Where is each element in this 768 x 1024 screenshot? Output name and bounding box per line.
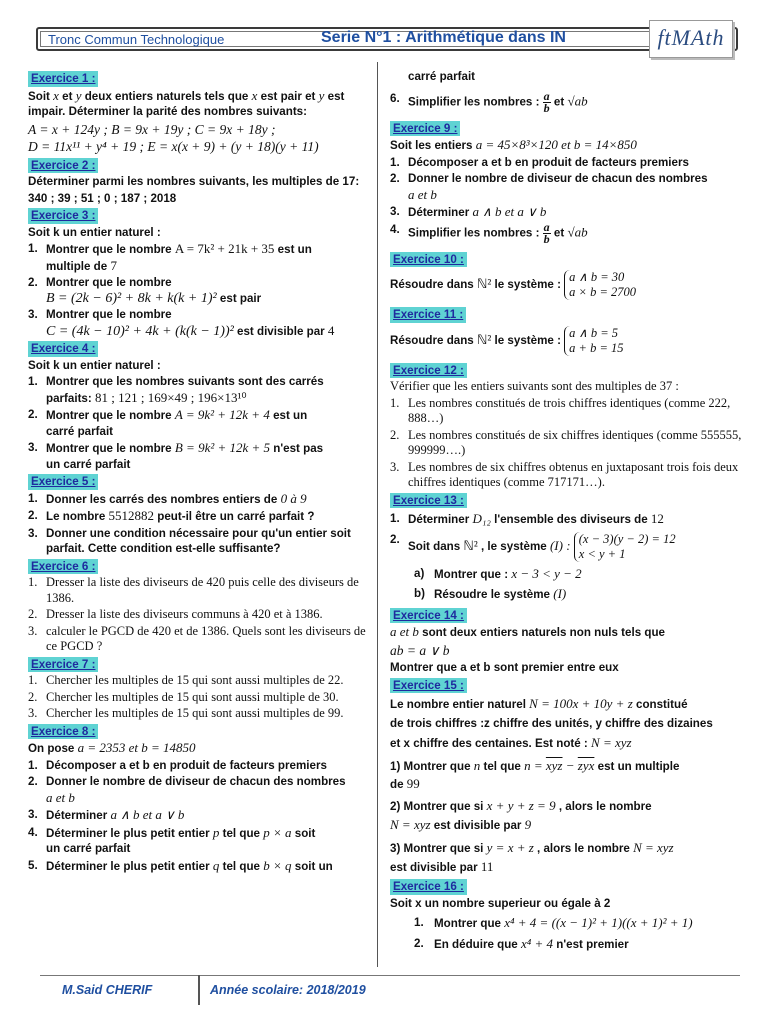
ex3-i1c: multiple de: [46, 259, 108, 273]
ex13-a-text: Montrer que :: [434, 567, 509, 581]
ex16-item-1: 1. Montrer que x⁴ + 4 = ((x − 1)² + 1)((x + 1)² + 1): [414, 915, 693, 930]
ex1-y: y: [75, 87, 82, 103]
ex15-q2N: N = xyz: [390, 817, 431, 832]
footer-separator: [198, 975, 200, 1005]
ex10-text2: le système :: [494, 278, 561, 292]
ex3-intro: Soit k un entier naturel :: [28, 225, 161, 239]
ex13-eq1: (x − 3)(y − 2) = 12: [578, 531, 676, 546]
exercise-4-label: Exercice 4 :: [28, 341, 98, 357]
ex1-t4: est pair et: [260, 89, 316, 103]
ex2-list: 340 ; 39 ; 51 ; 0 ; 187 ; 2018: [28, 191, 177, 205]
ex15-q2: [390, 797, 742, 835]
ex10-eq2: a × b = 2700: [569, 285, 637, 299]
ex15-q2c: est divisible par: [433, 819, 522, 832]
ex5-i2a: Le nombre: [46, 510, 106, 523]
ex9-item-3: 3. Déterminer a ∧ b et a ∨ b: [390, 204, 547, 219]
ex4-i3c: un carré parfait: [46, 457, 131, 471]
ex9-i1: Décomposer a et b en produit de facteurs premiers: [408, 155, 689, 169]
ex8-i4p: p: [212, 824, 220, 840]
ex14-l1b: sont deux entiers naturels non nuls tels que: [422, 626, 665, 639]
ex10-text: Résoudre dans: [390, 278, 474, 292]
ex15-statement: [390, 694, 742, 753]
ex15-q1d: de: [390, 778, 404, 791]
ex15-q3: [390, 839, 742, 877]
ex11-eq1: a ∧ b = 5: [569, 325, 619, 340]
ex12-item-3: 3. Les nombres de six chiffres obtenus en juxtaposant trois fois deux chiffres identiques (comme 717171…).: [390, 460, 742, 491]
ex13-b-label: (I): [553, 586, 567, 601]
ex4-i3b: n'est pas: [273, 442, 324, 455]
exercise-2: [28, 157, 372, 207]
exercise-8-label: Exercice 8 :: [28, 724, 98, 740]
ex8-i3-formula: a ∧ b et a ∨ b: [110, 807, 185, 822]
ex5-i3: Donner une condition nécessaire pour qu'un entier soit parfait. Cette condition est-elle suffisante?: [46, 526, 351, 555]
series-title: Serie N°1 : Arithmétique dans IN: [321, 29, 566, 46]
ex15-q1-zyx: $\overline{zyx}$: [577, 758, 595, 773]
ex8-i6-et: et: [553, 95, 565, 109]
ex12-intro: Vérifier que les entiers suivants sont des multiples de 37 :: [390, 379, 679, 393]
exercise-3: [28, 207, 372, 339]
logo: [649, 20, 733, 58]
ex13-eq2: x < y + 1: [578, 546, 626, 561]
ex14-formula: ab = a ∨ b: [390, 642, 450, 658]
ex9-item-4: 4. Simplifier les nombres : $\frac{a}{b}$ et √ab: [390, 219, 588, 246]
ex9-frac-den: b: [543, 231, 550, 246]
ex9-i4-et: et: [553, 226, 565, 240]
ex15-q3n: 11: [480, 859, 494, 874]
exercise-5-label: Exercice 5 :: [28, 474, 98, 490]
ex3-i2-formula: B = (2k − 6)² + 8k + k(k + 1)²: [46, 290, 217, 306]
exercise-11: [390, 306, 742, 356]
ex11-set: ℕ²: [477, 331, 492, 347]
exercise-13: [390, 492, 742, 603]
ex5-i1-range: 0 à 9: [280, 490, 307, 506]
ex6-i3: calculer le PGCD de 420 et de 1386. Quels sont les diviseurs de ce PGCD ?: [46, 623, 366, 653]
ex8-i4b: tel que: [222, 826, 260, 840]
ex11-text2: le système :: [494, 333, 561, 347]
ex5-item-3: 3. Donner une condition nécessaire pour qu'un entier soit parfait. Cette condition est-elle suffisante?: [28, 526, 372, 557]
ex4-item-2: 2. Montrer que le nombre A = 9k² + 12k + 4 est un carré parfait: [28, 407, 308, 438]
ex7-item-3: 3. Chercher les multiples de 15 qui sont aussi multiples de 99.: [28, 706, 344, 720]
ex4-i2b: est un: [273, 409, 308, 422]
ex5-item-1: 1. Donner les carrés des nombres entiers de 0 à 9: [28, 490, 307, 506]
ex8-i4-formula: p × a: [263, 824, 292, 840]
ex13-i2-label: (I) :: [549, 537, 571, 553]
ex3-i1n: 7: [110, 257, 117, 273]
ex1-t2: et: [62, 89, 73, 103]
exercise-3-label: Exercice 3 :: [28, 208, 98, 224]
ex16-i2a: En déduire que: [434, 937, 518, 951]
exercise-9-label: Exercice 9 :: [390, 121, 460, 137]
exercise-16-label: Exercice 16 :: [390, 879, 467, 895]
ex15-q1-xyz: $\overline{xyz}$: [545, 758, 563, 773]
ex13-i1n: 12: [650, 511, 664, 526]
ex8-i4c: soit: [294, 826, 316, 840]
ex13-a-formula: x − 3 < y − 2: [511, 565, 582, 581]
ex9-i2a: Donner le nombre de diviseur de chacun des nombres: [408, 172, 708, 185]
ex8-item-5: 5. Déterminer le plus petit entier q tel que b × q soit un: [28, 857, 333, 873]
ex1-t3: deux entiers naturels tels que: [84, 89, 249, 103]
ex7-i1: Chercher les multiples de 15 qui sont aussi multiples de 22.: [46, 673, 344, 687]
ex13-b-text: Résoudre le système: [434, 588, 550, 601]
right-column: [390, 70, 742, 956]
ex13-i1a: Déterminer: [408, 513, 470, 526]
ex3-i3n: 4: [327, 322, 335, 338]
ex8-intro-text: On pose: [28, 742, 75, 755]
exercise-12-label: Exercice 12 :: [390, 363, 467, 379]
ex16-i1-formula: x⁴ + 4 = ((x − 1)² + 1)((x + 1)² + 1): [504, 915, 693, 930]
exercise-2-label: Exercice 2 :: [28, 158, 98, 174]
ex4-i1a: Montrer que les nombres suivants sont des carrés: [46, 375, 324, 388]
ex2-text: Déterminer parmi les nombres suivants, les multiples de 17:: [28, 175, 360, 188]
page-header: [36, 27, 738, 51]
ex1-formula-2: D = 11x¹¹ + y⁴ + 19 ; E = x(x + 9) + (y + 18)(y + 11): [28, 139, 319, 154]
ex11-system: [564, 326, 623, 356]
ex8-i5c: soit un: [294, 859, 333, 873]
ex8-i6: Simplifier les nombres :: [408, 95, 540, 109]
ex7-item-1: 1. Chercher les multiples de 15 qui sont aussi multiples de 22.: [28, 673, 344, 687]
ex11-statement: [390, 326, 742, 356]
ex9-frac-num: a: [543, 219, 550, 234]
ex1-x: x: [53, 87, 59, 103]
ex8-item-2: 2. Donner le nombre de diviseur de chacun des nombres a et b: [28, 775, 346, 805]
ex13-sub-a: a) Montrer que : x − 3 < y − 2: [414, 565, 582, 581]
ex14-line-3: Montrer que a et b sont premier entre eux: [390, 661, 619, 674]
ex9-intro: [390, 137, 742, 154]
ex14-ab: a et b: [390, 624, 419, 639]
ex1-t5: est impair. Déterminer la parité des nombres suivants:: [28, 89, 345, 118]
ex15-q3b: , alors le nombre: [537, 842, 630, 855]
ex9-i3: Déterminer: [408, 206, 470, 219]
ex15-q2b: , alors le nombre: [558, 800, 652, 813]
ex9-i4-root: √ab: [567, 224, 588, 240]
ex8-i5a: Déterminer le plus petit entier: [46, 859, 210, 873]
ex16-i2b: n'est premier: [556, 937, 629, 951]
ex8-frac-den: b: [543, 100, 550, 115]
ex4-i3-formula: B = 9k² + 12k + 5: [174, 440, 271, 455]
ex8-i4a: Déterminer le plus petit entier: [46, 826, 210, 840]
ex3-i1b: est un: [277, 243, 312, 256]
ex13-system: [574, 532, 676, 562]
ex9-item-2: 2. Donner le nombre de diviseur de chacun des nombres a et b: [390, 172, 708, 202]
ex15-q3a: 3) Montrer que si: [390, 842, 484, 855]
ex13-i2-set: ℕ²: [463, 537, 478, 553]
exercise-6: [28, 558, 372, 655]
ex8-frac-num: a: [543, 88, 550, 103]
ex9-intro-text: Soit les entiers: [390, 139, 473, 152]
exercise-10-label: Exercice 10 :: [390, 252, 467, 268]
ex15-q1c: est un multiple: [597, 760, 680, 773]
ex9-item-1: 1. Décomposer a et b en produit de facteurs premiers: [390, 155, 689, 169]
ex15-q3c: est divisible par: [390, 861, 478, 874]
ex12-i2: Les nombres constitués de six chiffres identiques (comme 555555, 999999….): [408, 427, 742, 457]
ex12-item-2: 2. Les nombres constitués de six chiffres identiques (comme 555555, 999999….): [390, 427, 742, 457]
ex4-item-1: 1. Montrer que les nombres suivants sont des carrés parfaits: 81 ; 121 ; 169×49 ; 196×13¹⁰: [28, 375, 324, 405]
exercise-6-label: Exercice 6 :: [28, 559, 98, 575]
exercise-12: [390, 362, 742, 491]
ex7-item-2: 2. Chercher les multiples de 15 qui sont aussi multiple de 30.: [28, 689, 339, 704]
ex10-statement: [390, 270, 742, 300]
ex1-y2: y: [318, 87, 325, 103]
ex8-i6-root: √ab: [567, 93, 588, 109]
ex15-l2: de trois chiffres :z chiffre des unités, y chiffre des dizaines: [390, 717, 713, 730]
ex15-q2-formula: x + y + z = 9: [486, 798, 556, 813]
exercise-15-label: Exercice 15 :: [390, 678, 467, 694]
exercise-10: [390, 251, 742, 301]
ex9-fraction: [543, 219, 551, 246]
ex10-eq1: a ∧ b = 30: [569, 270, 625, 284]
ex5-i1a: Donner les carrés des nombres entiers de: [46, 492, 278, 506]
ex9-i3-formula: a ∧ b et a ∨ b: [472, 204, 547, 219]
left-column: [28, 70, 372, 875]
ex12-item-1: 1. Les nombres constitués de trois chiffres identiques (comme 222, 888…): [390, 396, 742, 427]
exercise-1: [28, 70, 372, 155]
ex3-i3a: Montrer que le nombre: [46, 308, 172, 321]
ex15-q3-formula: y = x + z: [486, 840, 534, 855]
exercise-4: [28, 340, 372, 472]
ex15-q1-formula: [524, 758, 594, 773]
ex8-item-6: 6. Simplifier les nombres : $\frac{a}{b}$ et √ab: [390, 88, 588, 115]
ex4-i2a: Montrer que le nombre: [46, 409, 172, 422]
exercise-14-label: Exercice 14 :: [390, 608, 467, 624]
ex12-i3: Les nombres de six chiffres obtenus en juxtaposant trois fois deux chiffres identiques (comme 717171…).: [408, 459, 739, 489]
ex8-i3: Déterminer: [46, 809, 108, 822]
exercise-15: [390, 677, 742, 878]
ex8-i2a: Donner le nombre de diviseur de chacun des nombres: [46, 775, 346, 788]
ex1-statement: [28, 88, 372, 120]
ex5-i2n: 5512882: [108, 508, 154, 523]
ex13-item-2: 2. Soit dans ℕ² , le système (I) : (x − 3)(y − 2) = 12 x < y + 1: [390, 531, 676, 561]
ex4-i3a: Montrer que le nombre: [46, 442, 172, 455]
ex8-i4d: un carré parfait: [46, 842, 131, 855]
ex6-item-1: 1. Dresser la liste des diviseurs de 420 puis celle des diviseurs de 1386.: [28, 575, 372, 606]
ex15-l1a: Le nombre entier naturel: [390, 698, 526, 711]
ex6-i1: Dresser la liste des diviseurs de 420 puis celle des diviseurs de 1386.: [46, 575, 359, 605]
ex3-item-3: 3. Montrer que le nombre C = (4k − 10)² + 4k + (k(k − 1))² est divisible par 4: [28, 308, 335, 339]
footer-rule: [40, 975, 740, 976]
ex4-i1-list: 81 ; 121 ; 169×49 ; 196×13¹⁰: [94, 389, 247, 405]
ex9-i2b: a et b: [408, 186, 437, 202]
exercise-9: [390, 120, 742, 245]
ex4-item-3: 3. Montrer que le nombre B = 9k² + 12k + 5 n'est pas un carré parfait: [28, 440, 324, 471]
exercise-7-label: Exercice 7 :: [28, 657, 98, 673]
ex15-q1n: n: [473, 758, 481, 773]
ex1-formula-1: A = x + 124y ; B = 9x + 19y ; C = 9x + 18y ;: [28, 121, 276, 137]
exercise-16: [390, 878, 742, 952]
ex8-i5b: tel que: [222, 859, 260, 873]
ex15-q1a: 1) Montrer que: [390, 760, 471, 773]
ex15-l1b: constitué: [636, 698, 688, 711]
ex15-q1: [390, 757, 742, 793]
ex14-line-1: [390, 624, 742, 641]
ex4-intro: Soit k un entier naturel :: [28, 358, 161, 372]
ex8-i2b: a et b: [46, 789, 75, 805]
track-label: Tronc Commun Technologique: [48, 32, 225, 47]
ex15-q3N: N = xyz: [633, 840, 674, 855]
ex1-t1: Soit: [28, 89, 50, 103]
ex6-item-3: 3. calculer le PGCD de 420 et de 1386. Quels sont les diviseurs de ce PGCD ?: [28, 624, 372, 655]
ex15-q2a: 2) Montrer que si: [390, 800, 484, 813]
exercise-11-label: Exercice 11 :: [390, 307, 466, 323]
ex13-i2b: , le système: [480, 539, 547, 553]
ex16-item-2: 2. En déduire que x⁴ + 4 n'est premier: [414, 935, 629, 951]
ex4-i2-formula: A = 9k² + 12k + 4: [174, 407, 270, 422]
ex10-set: ℕ²: [477, 276, 492, 292]
ex3-i3b: est divisible par: [237, 324, 325, 338]
ex11-text: Résoudre dans: [390, 333, 474, 347]
ex7-i3: Chercher les multiples de 15 qui sont aussi multiples de 99.: [46, 706, 344, 720]
exercise-7: [28, 656, 372, 722]
ex15-q1b: tel que: [483, 760, 521, 773]
ex15-q2n: 9: [524, 817, 532, 832]
ex3-i1a: Montrer que le nombre: [46, 243, 172, 256]
ex5-item-2: 2. Le nombre 5512882 peut-il être un carré parfait ?: [28, 508, 315, 523]
ex7-i2: Chercher les multiples de 15 qui sont aussi multiple de 30.: [46, 689, 339, 704]
ex16-i2-formula: x⁴ + 4: [520, 935, 554, 951]
ex8-item-3: 3. Déterminer a ∧ b et a ∨ b: [28, 807, 185, 822]
exercise-5: [28, 473, 372, 557]
ex8-i5q: q: [212, 857, 220, 873]
ex3-i1-formula: A = 7k² + 21k + 35: [174, 241, 275, 256]
ex3-item-1: 1. Montrer que le nombre A = 7k² + 21k + 35 est un multiple de 7: [28, 241, 312, 273]
ex10-system: [564, 270, 636, 300]
ex13-i2a: Soit dans: [408, 539, 461, 553]
ex16-intro: Soit x un nombre superieur ou égale à 2: [390, 896, 611, 910]
column-divider: [377, 62, 378, 967]
school-year: Année scolaire: 2018/2019: [210, 983, 366, 997]
ex13-item-1: 1. Déterminer D₁₂ l'ensemble des diviseurs de 12: [390, 511, 664, 526]
ex3-i2b: est pair: [219, 291, 262, 305]
ex4-i1b: parfaits:: [46, 391, 92, 405]
exercise-14: [390, 607, 742, 676]
ex4-i2c: carré parfait: [46, 424, 114, 438]
ex5-i2b: peut-il être un carré parfait ?: [157, 510, 315, 523]
ex15-notation: N = xyz: [591, 735, 632, 750]
ex8-item-4: 4. Déterminer le plus petit entier p tel que p × a soit un carré parfait: [28, 824, 316, 855]
ex13-sub-b: b) Résoudre le système (I): [414, 586, 567, 601]
exercise-8: [28, 723, 372, 875]
ex8-i5-continuation: carré parfait: [408, 70, 476, 83]
ex3-item-2: 2. Montrer que le nombre B = (2k − 6)² + 8k + k(k + 1)² est pair: [28, 276, 262, 306]
ex9-i4: Simplifier les nombres :: [408, 226, 540, 240]
ex13-i1b: l'ensemble des diviseurs de: [494, 513, 648, 526]
ex11-eq2: a + b = 15: [569, 340, 624, 355]
ex8-i5-formula: b × q: [263, 857, 292, 873]
ex13-i1-d12: D₁₂: [472, 511, 491, 526]
ex15-q1e: 99: [406, 776, 420, 791]
ex1-x2: x: [251, 87, 258, 103]
author-name: M.Said CHERIF: [62, 983, 153, 997]
ex8-item-1: 1. Décomposer a et b en produit de facteurs premiers: [28, 758, 327, 772]
ex8-fraction: [543, 88, 551, 115]
ex8-i1: Décomposer a et b en produit de facteurs premiers: [46, 758, 327, 772]
logo-text: ftMAth: [657, 25, 725, 50]
ex12-i1: Les nombres constitués de trois chiffres identiques (comme 222, 888…): [408, 395, 731, 425]
ex15-q1f3: −: [562, 758, 578, 773]
ex3-i3-formula: C = (4k − 10)² + 4k + (k(k − 1))²: [46, 323, 234, 339]
ex15-l3: et x chiffre des centaines. Est noté :: [390, 737, 588, 750]
exercise-1-label: Exercice 1 :: [28, 71, 98, 87]
ex9-formula: a = 45×8³×120 et b = 14×850: [475, 137, 637, 152]
ex8-formula: a = 2353 et b = 14850: [77, 740, 196, 755]
ex16-i1a: Montrer que: [434, 917, 501, 930]
ex8-intro: [28, 740, 372, 757]
ex15-q1f1: n =: [524, 758, 546, 773]
ex3-i2a: Montrer que le nombre: [46, 276, 172, 289]
exercise-13-label: Exercice 13 :: [390, 493, 467, 509]
ex6-item-2: 2. Dresser la liste des diviseurs communs à 420 et à 1386.: [28, 607, 323, 621]
ex15-formula-n: N = 100x + 10y + z: [529, 696, 633, 711]
ex6-i2: Dresser la liste des diviseurs communs à 420 et à 1386.: [46, 607, 323, 621]
